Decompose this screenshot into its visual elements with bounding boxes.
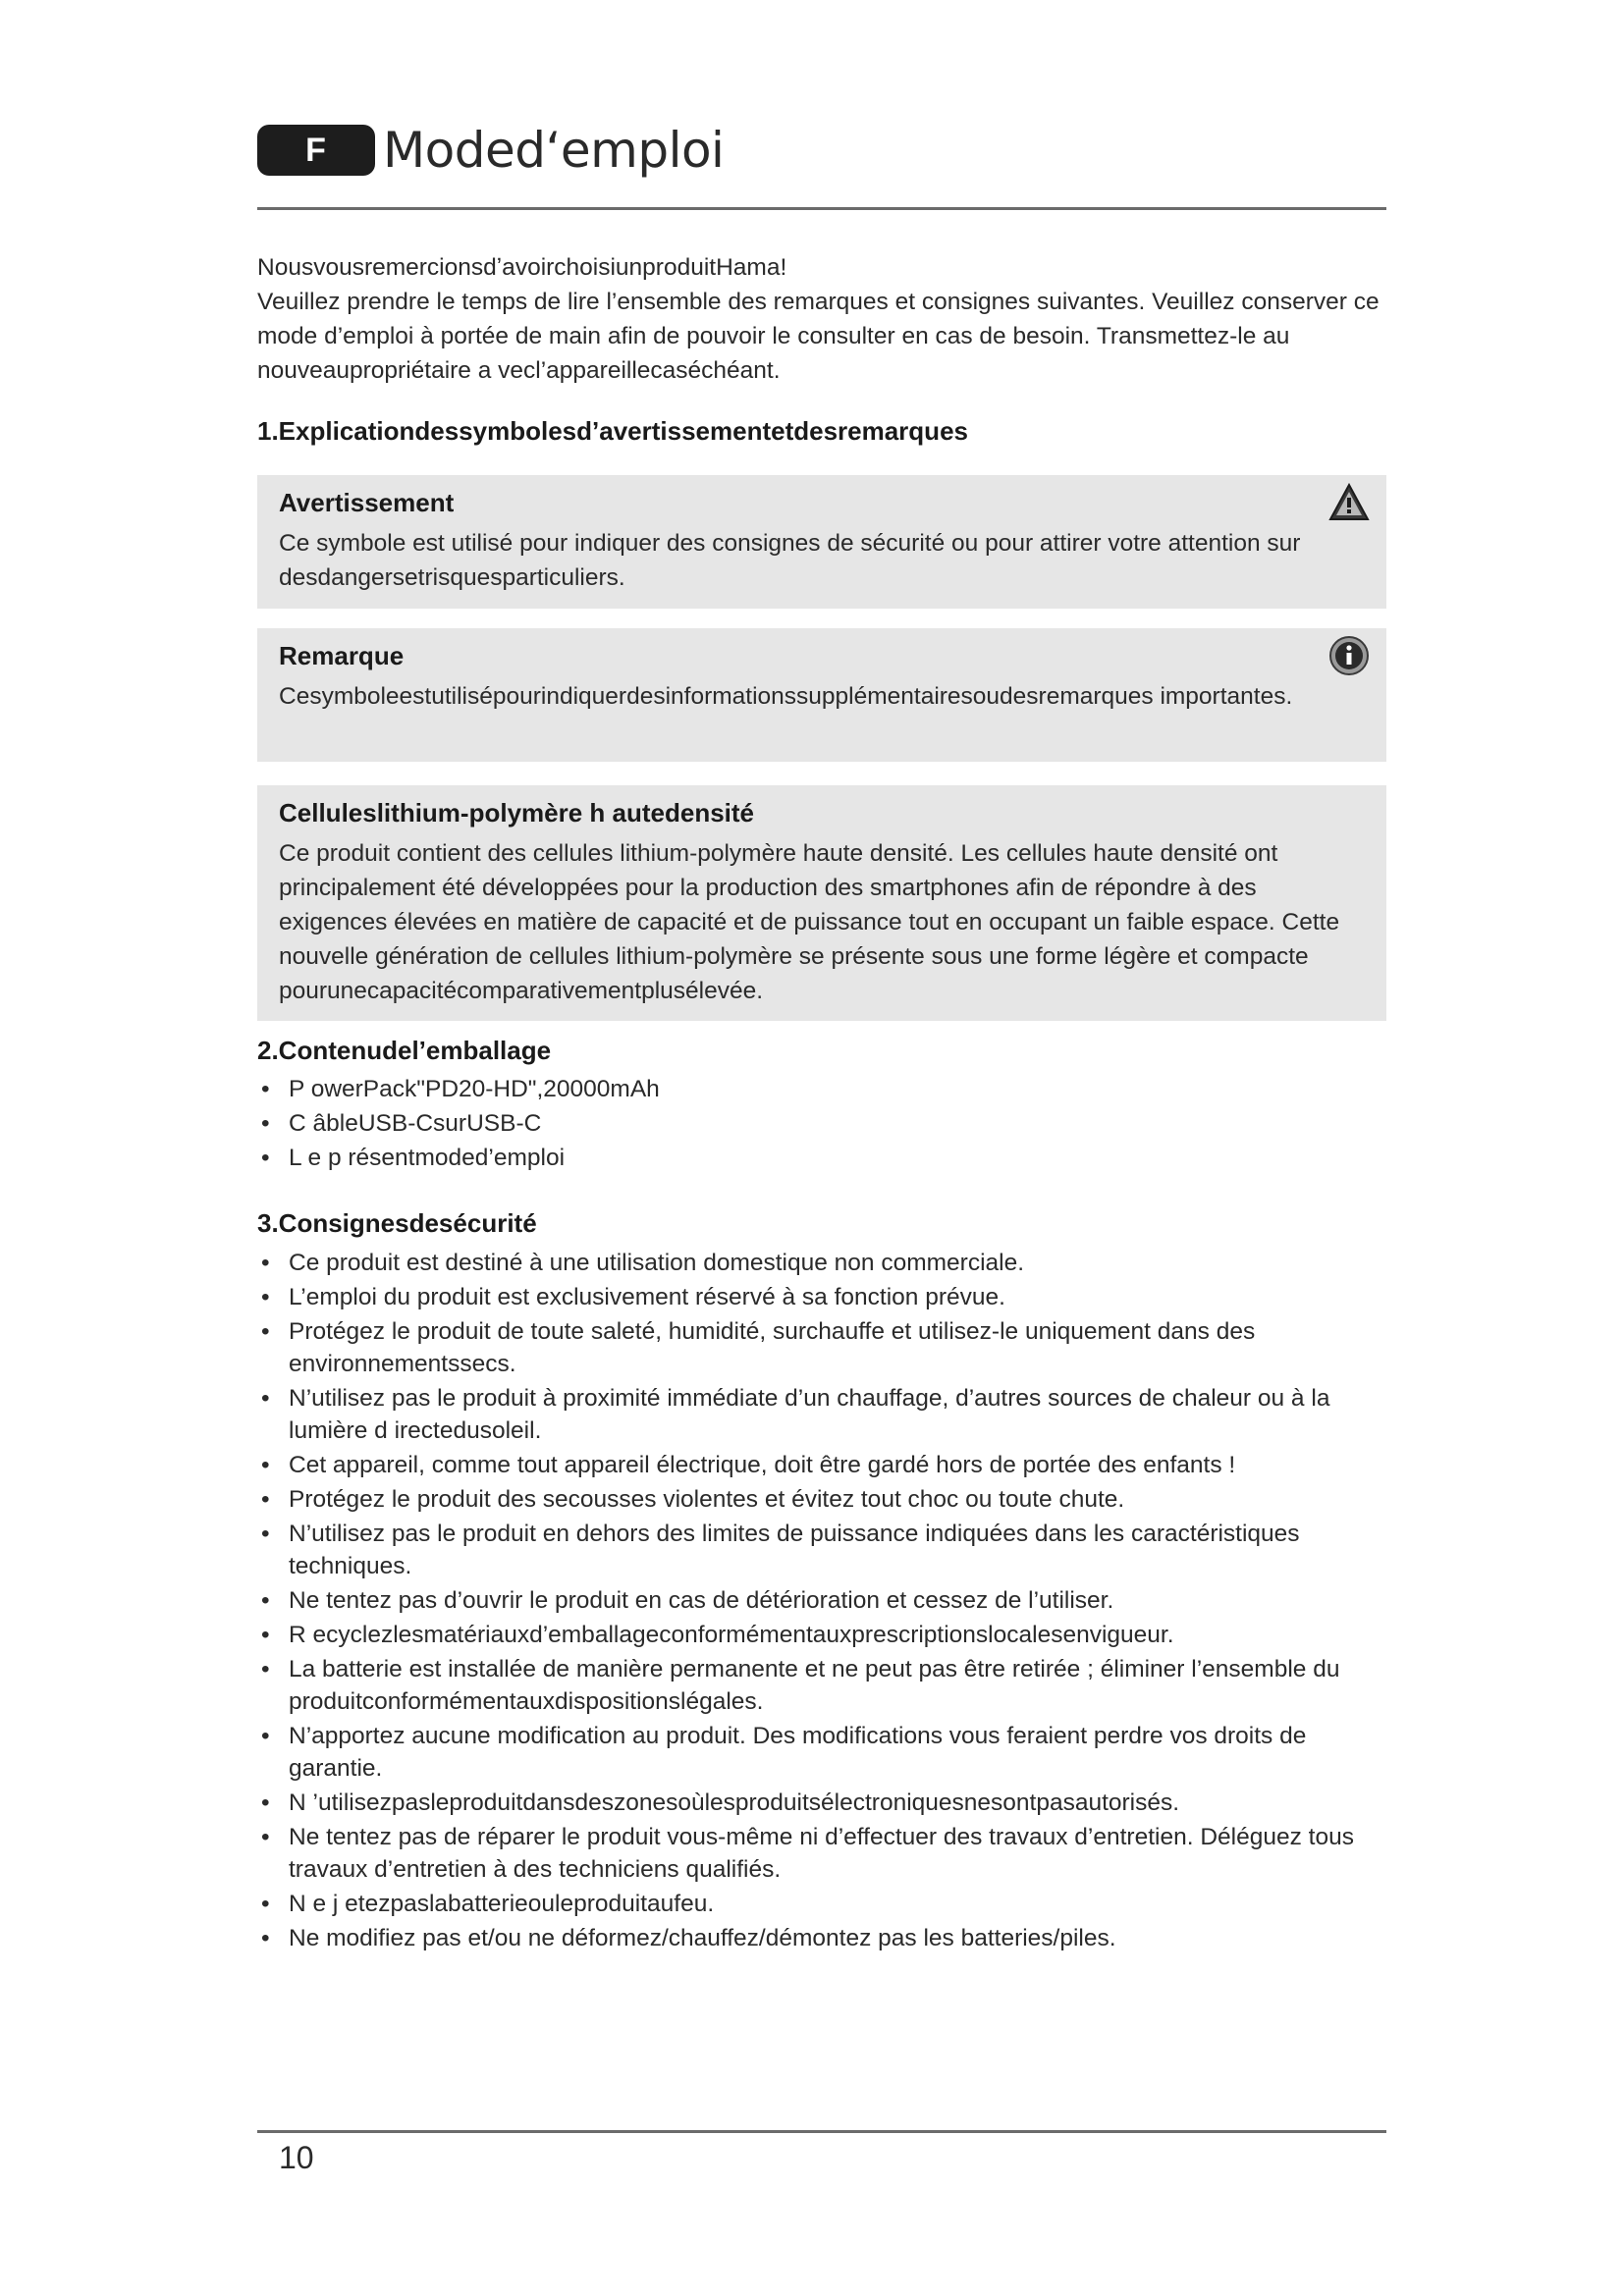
intro-text: Veuillez prendre le temps de lire l’ensemble des remarques et consignes suivantes. Veuillez conserver ce mode d’emploi à portée de main afin de pouvoir le consulter en cas de besoin. Transmettez-le au nouveaupropriétaire a vecl’appareillecaséchéant. xyxy=(257,289,1380,384)
info-circle-icon xyxy=(1327,634,1371,677)
page-title: Moded‘emploi xyxy=(383,122,725,179)
list-item: • Cet appareil, comme tout appareil électrique, doit être gardé hors de portée des enfants ! xyxy=(261,1452,1236,1478)
footer-divider xyxy=(257,2130,1386,2133)
section-1-heading: 1.Explicationdessymbolesd’avertissementetdesremarques xyxy=(257,416,968,446)
list-item: • Protégez le produit de toute saleté, humidité, surchauffe et utilisez-le uniquement dans des environnementssecs. xyxy=(261,1318,1256,1377)
list-item: • La batterie est installée de manière permanente et ne peut pas être retirée ; éliminer l’ensemble du produitconformémentauxdispositionslégales. xyxy=(261,1656,1340,1715)
intro-thanks: NousvousremercionsdʼavoirchoisiunproduitHama! xyxy=(257,254,787,281)
list-item: • P owerPack"PD20-HD",20000mAh xyxy=(261,1076,660,1102)
list-item: • N’utilisez pas le produit en dehors des limites de puissance indiquées dans les caractéristiques techniques. xyxy=(261,1521,1300,1579)
list-item: • C âbleUSB-CsurUSB-C xyxy=(261,1110,542,1137)
warning-title: Avertissement xyxy=(279,488,455,517)
list-item: • N e j etezpaslabatterieouleproduitaufeu. xyxy=(261,1891,715,1917)
list-item: • Ce produit est destiné à une utilisation domestique non commerciale. xyxy=(261,1250,1025,1276)
lithium-title: Celluleslithium-polymère h autedensité xyxy=(279,798,754,828)
warning-box xyxy=(257,475,1386,609)
note-title: Remarque xyxy=(279,641,405,670)
language-badge: F xyxy=(257,125,375,176)
note-text: Cesymboleestutilisépourindiquerdesinformationssupplémentairesoudesremarques importantes. xyxy=(279,683,1293,710)
lithium-box xyxy=(257,785,1386,1021)
section-2-heading: 2.Contenudel’emballage xyxy=(257,1036,552,1065)
list-item: • N’utilisez pas le produit à proximité immédiate d’un chauffage, d’autres sources de chaleur ou à la lumière d irectedusoleil. xyxy=(261,1385,1330,1444)
safety-instructions-list xyxy=(257,1247,1386,1956)
list-item: • R ecyclezlesmatériauxd’emballageconformémentauxprescriptionslocalesenvigueur. xyxy=(261,1622,1174,1648)
list-item: • Ne modifiez pas et/ou ne déformez/chauffez/démontez pas les batteries/piles. xyxy=(261,1925,1116,1951)
list-item: • Ne tentez pas d’ouvrir le produit en cas de détérioration et cessez de l’utiliser. xyxy=(261,1587,1114,1614)
note-box xyxy=(257,628,1386,762)
list-item: • Ne tentez pas de réparer le produit vous-même ni d’effectuer des travaux d’entretien. Déléguez tous travaux d’entretien à des techniciens qualifiés. xyxy=(261,1824,1354,1883)
header-divider xyxy=(257,207,1386,210)
package-contents-list xyxy=(257,1073,1386,1176)
list-item: • Protégez le produit des secousses violentes et évitez tout choc ou toute chute. xyxy=(261,1486,1125,1513)
page-header xyxy=(257,123,724,178)
list-item: • N’apportez aucune modification au produit. Des modifications vous feraient perdre vos droits de garantie. xyxy=(261,1723,1307,1782)
warning-text: Ce symbole est utilisé pour indiquer des consignes de sécurité ou pour attirer votre attention sur desdangersetrisquesparticuliers. xyxy=(279,530,1301,591)
warning-triangle-icon xyxy=(1327,481,1371,524)
list-item: • L’emploi du produit est exclusivement réservé à sa fonction prévue. xyxy=(261,1284,1005,1310)
section-3-heading: 3.Consignesdesécurité xyxy=(257,1208,537,1238)
intro-block xyxy=(257,250,1386,388)
page-number: 10 xyxy=(279,2140,314,2175)
list-item: • N ’utilisezpasleproduitdansdeszonesoùlesproduitsélectroniquesnesontpasautorisés. xyxy=(261,1789,1180,1816)
lithium-text: Ce produit contient des cellules lithium-polymère haute densité. Les cellules haute densité ont principalement été développées pour la production des smartphones afin de répondre à des exigences élevées en matière de capacité et de puissance tout en occupant un faible espace. Cette nouvelle génération de cellules lithium-polymère se présente sous une forme légère et compacte pourunecapacitécomparativementplusélevée. xyxy=(279,840,1340,1004)
list-item: • L e p résentmoded’emploi xyxy=(261,1145,566,1171)
